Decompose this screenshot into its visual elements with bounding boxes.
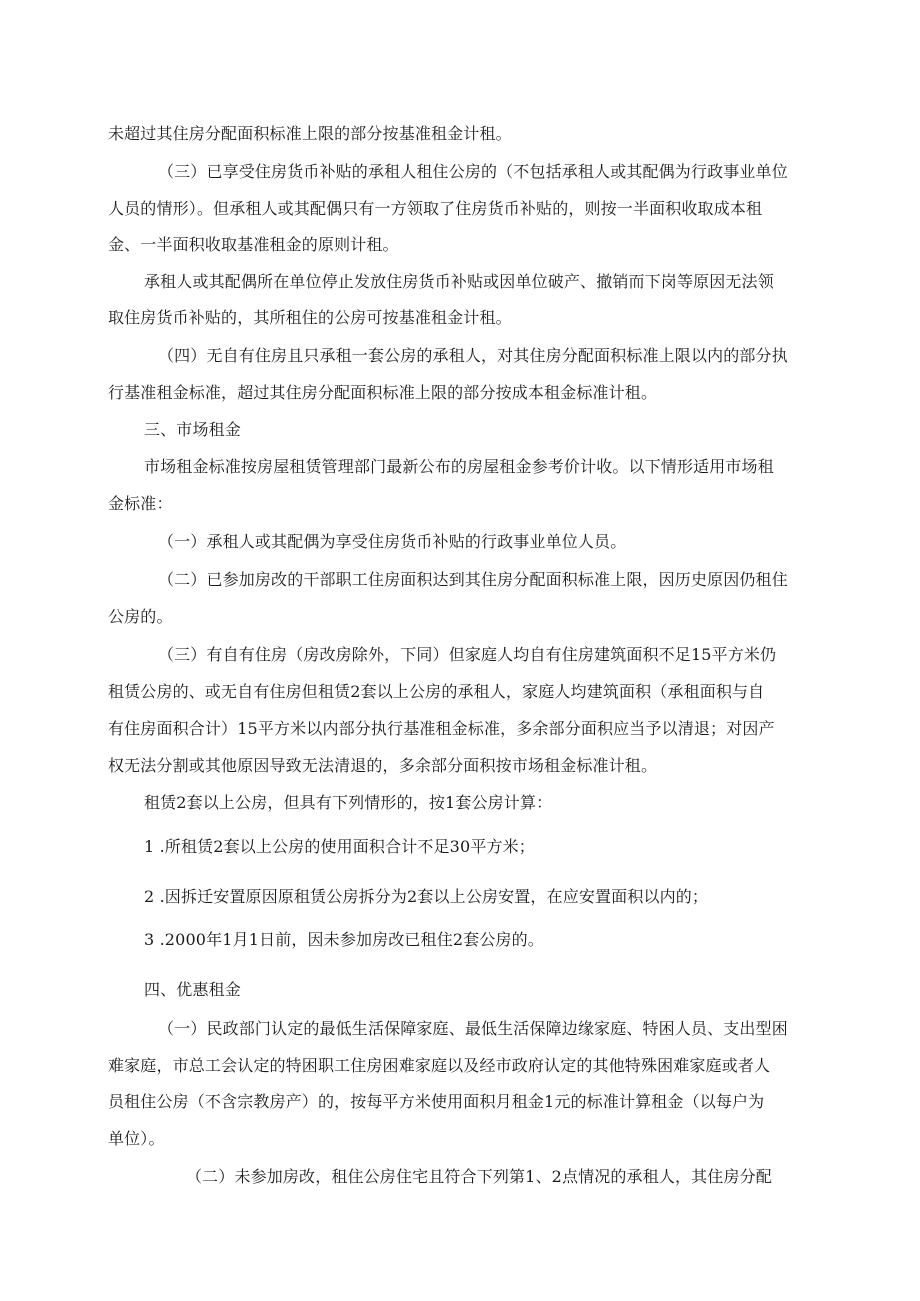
text-line: 金标准： <box>108 494 173 513</box>
text-line: （二）未参加房改，租住公房住宅且符合下列第1、2点情况的承租人，其住房分配 <box>186 1167 772 1186</box>
text-line: （一）民政部门认定的最低生活保障家庭、最低生活保障边缘家庭、特困人员、支出型困 <box>158 1019 788 1038</box>
text-line: （一）承租人或其配偶为享受住房货币补贴的行政事业单位人员。 <box>158 532 627 551</box>
text-line: 权无法分割或其他原因导致无法清退的，多余部分面积按市场租金标准计租。 <box>108 756 658 775</box>
section-heading: 三、市场租金 <box>144 420 241 439</box>
list-item: 3 .2000年1月1日前，因未参加房改已租住2套公房的。 <box>144 930 544 949</box>
text-line: 人员的情形）。但承租人或其配偶只有一方领取了住房货币补贴的，则按一半面积收取成本租 <box>108 199 763 218</box>
text-line: 未超过其住房分配面积标准上限的部分按基准租金计租。 <box>108 124 512 143</box>
text-line: 有住房面积合计）15平方米以内部分执行基准租金标准，多余部分面积应当予以清退；对因产 <box>108 719 775 738</box>
text-line: 行基准租金标准，超过其住房分配面积标准上限的部分按成本租金标准计租。 <box>108 383 658 402</box>
list-item: 1 .所租赁2套以上公房的使用面积合计不足30平方米； <box>144 837 535 856</box>
text-line: 金、一半面积收取基准租金的原则计租。 <box>108 235 399 254</box>
section-heading: 四、优惠租金 <box>144 980 241 999</box>
text-line: （三）已享受住房货币补贴的承租人租住公房的（不包括承租人或其配偶为行政事业单位 <box>158 162 788 181</box>
text-line: 承租人或其配偶所在单位停止发放住房货币补贴或因单位破产、撤销而下岗等原因无法领 <box>144 272 774 291</box>
text-line: （二）已参加房改的干部职工住房面积达到其住房分配面积标准上限，因历史原因仍租住 <box>158 570 788 589</box>
text-line: （三）有自有住房（房改房除外，下同）但家庭人均自有住房建筑面积不足15平方米仍 <box>158 645 777 664</box>
text-line: 市场租金标准按房屋租赁管理部门最新公布的房屋租金参考价计收。以下情形适用市场租 <box>144 457 774 476</box>
text-line: 单位）。 <box>108 1129 165 1148</box>
text-line: 难家庭，市总工会认定的特困职工住房困难家庭以及经市政府认定的其他特殊困难家庭或者人 <box>108 1056 771 1075</box>
text-line: 取住房货币补贴的，其所租住的公房可按基准租金计租。 <box>108 308 512 327</box>
text-line: 公房的。 <box>108 607 173 626</box>
text-line: 员租住公房（不含宗教房产）的，按每平方米使用面积月租金1元的标准计算租金（以每户为 <box>108 1092 765 1111</box>
text-line: 租赁2套以上公房，但具有下列情形的，按1套公房计算： <box>144 793 553 812</box>
text-line: （四）无自有住房且只承租一套公房的承租人，对其住房分配面积标准上限以内的部分执 <box>158 346 788 365</box>
text-line: 租赁公房的、或无自有住房但租赁2套以上公房的承租人，家庭人均建筑面积（承租面积与自 <box>108 682 765 701</box>
list-item: 2 .因拆迁安置原因原租赁公房拆分为2套以上公房安置，在应安置面积以内的； <box>144 887 709 906</box>
